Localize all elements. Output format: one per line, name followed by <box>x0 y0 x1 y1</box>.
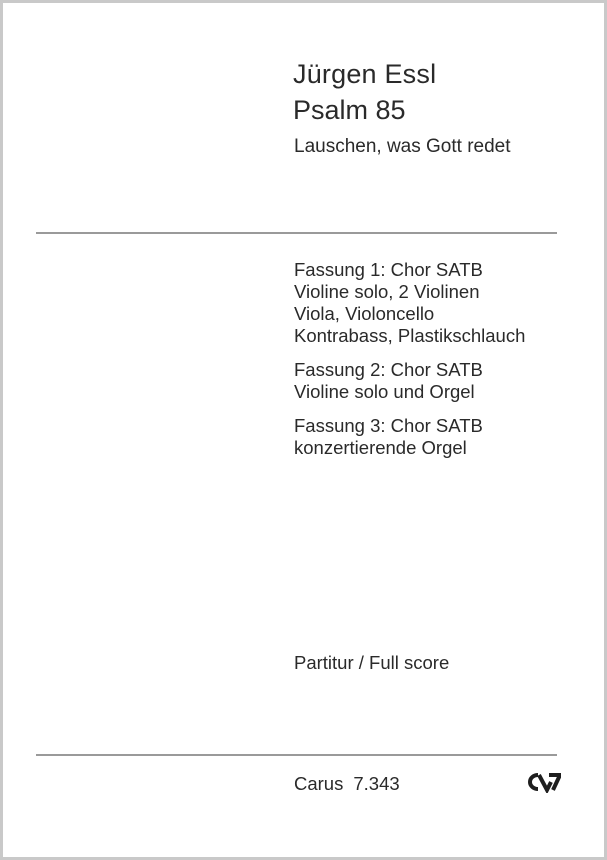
version-3 <box>294 415 525 459</box>
version-line: konzertierende Orgel <box>294 437 467 458</box>
top-divider <box>36 232 557 234</box>
version-2 <box>294 359 525 403</box>
score-type: Partitur / Full score <box>294 652 450 673</box>
bottom-divider <box>36 754 557 756</box>
version-line: Fassung 2: Chor SATB <box>294 359 483 380</box>
version-line: Kontrabass, Plastikschlauch <box>294 325 526 346</box>
version-line: Fassung 1: Chor SATB <box>294 259 483 280</box>
versions-list <box>294 259 525 471</box>
version-line: Violine solo, 2 Violinen <box>294 281 480 302</box>
version-line: Fassung 3: Chor SATB <box>294 415 483 436</box>
carus-logo-icon <box>525 771 561 793</box>
work-subtitle: Lauschen, was Gott redet <box>294 136 511 157</box>
version-line: Viola, Violoncello <box>294 303 435 324</box>
work-title: Psalm 85 <box>293 95 406 125</box>
publisher-name: Carus <box>294 773 344 794</box>
catalog-line <box>294 773 400 795</box>
catalog-number: 7.343 <box>353 773 400 794</box>
version-1 <box>294 259 525 347</box>
composer-name: Jürgen Essl <box>293 59 437 89</box>
version-line: Violine solo und Orgel <box>294 381 475 402</box>
